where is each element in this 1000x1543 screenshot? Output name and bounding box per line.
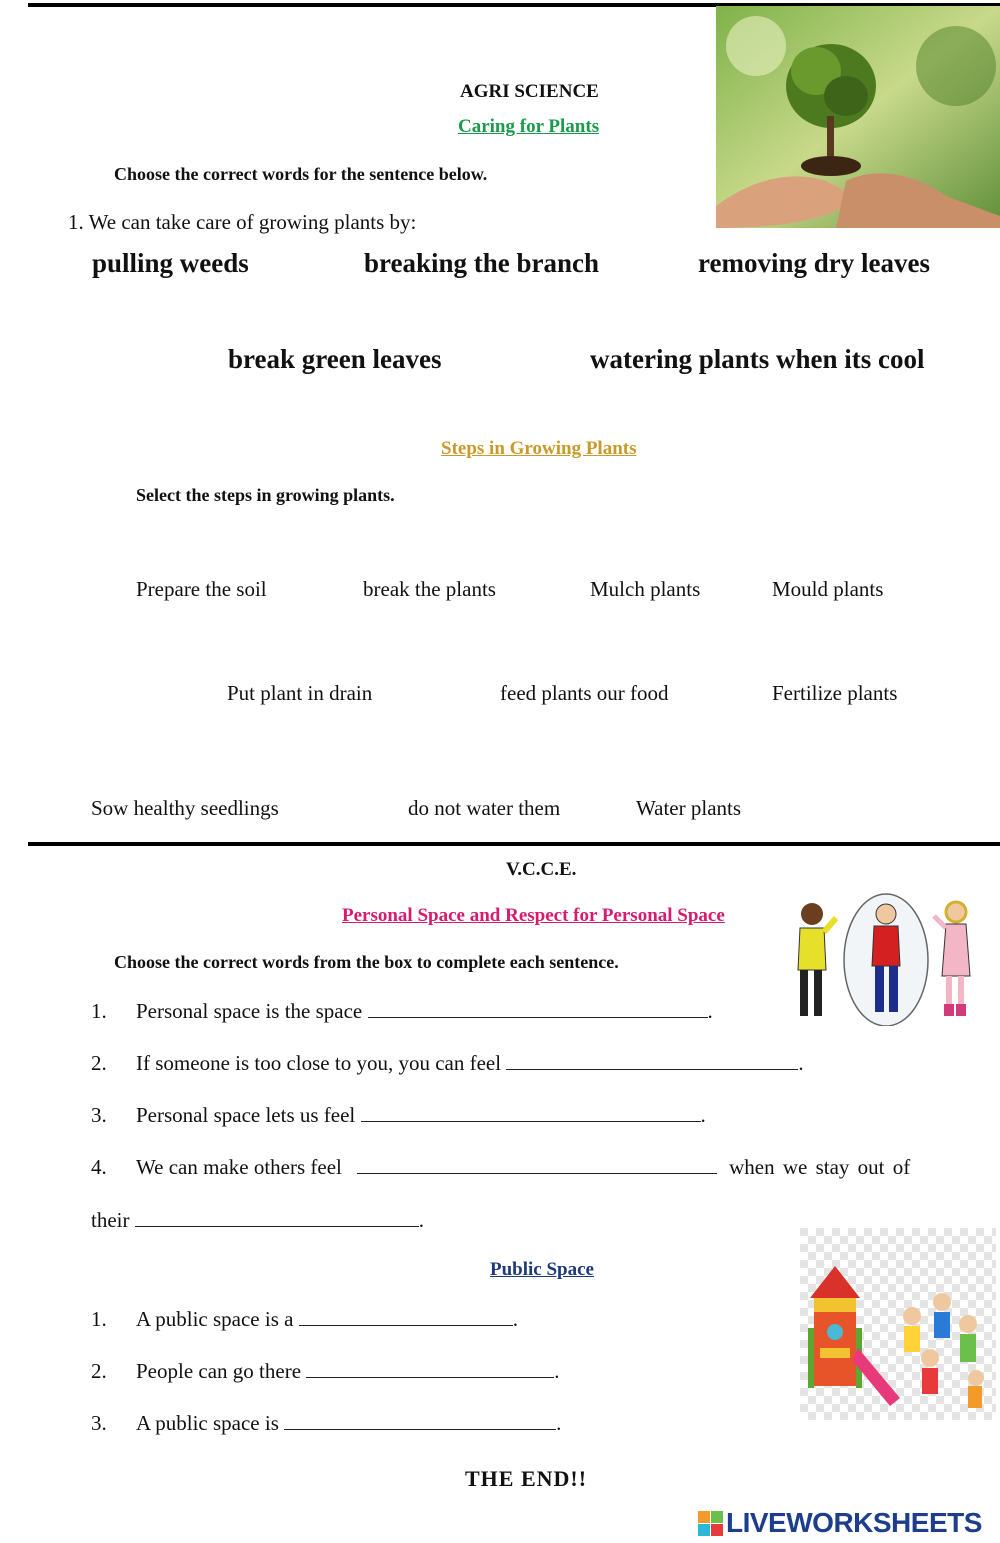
option-breaking-the-branch[interactable]: breaking the branch [364,248,600,278]
answer-blank[interactable] [357,1153,717,1174]
middle-rule [28,842,1000,846]
vcce-question-4 [91,1153,910,1180]
answer-blank[interactable] [361,1101,701,1122]
public-heading: Public Space [490,1259,594,1280]
liveworksheets-brand: LIVEWORKSHEETS [726,1507,982,1538]
public-question-1 [91,1305,518,1332]
vcce-question-2 [91,1049,804,1076]
question-text: We can make others feel [136,1155,342,1179]
step-do-not-water-them[interactable]: do not water them [408,796,561,820]
question-text: People can go there [136,1359,302,1383]
question-text: their [91,1208,130,1232]
question-number: 2. [91,1359,107,1383]
period: . [556,1411,562,1435]
question-text: Personal space lets us feel [136,1103,356,1127]
question-number: 1. [91,1307,107,1331]
period: . [700,1103,706,1127]
option-watering-plants[interactable]: watering plants when its cool [590,344,925,374]
the-end-text: THE END!! [465,1466,588,1491]
answer-blank[interactable] [135,1206,419,1227]
vcce-subtitle: Personal Space and Respect for Personal Space [342,905,725,926]
vcce-question-4-continued [91,1206,424,1233]
option-break-green-leaves[interactable]: break green leaves [228,344,442,374]
personal-space-children-image [790,892,976,1026]
vcce-title: V.C.C.E. [506,859,577,880]
period: . [418,1208,424,1232]
question-text: A public space is [136,1411,279,1435]
step-put-plant-in-drain[interactable]: Put plant in drain [227,681,373,705]
agri-title: AGRI SCIENCE [460,81,599,102]
step-mould-plants[interactable]: Mould plants [772,577,884,601]
step-mulch-plants[interactable]: Mulch plants [590,577,701,601]
period: . [512,1307,518,1331]
answer-blank[interactable] [299,1305,513,1326]
question-text: A public space is a [136,1307,294,1331]
vcce-instruction: Choose the correct words from the box to complete each sentence. [114,952,619,972]
question-number: 2. [91,1051,107,1075]
question-number: 4. [91,1155,107,1179]
liveworksheets-logo [698,1506,982,1540]
period: . [707,999,713,1023]
answer-blank[interactable] [284,1409,556,1430]
option-removing-dry-leaves[interactable]: removing dry leaves [698,248,930,278]
agri-subtitle: Caring for Plants [458,116,600,137]
public-question-2 [91,1357,560,1384]
step-water-plants[interactable]: Water plants [636,796,742,820]
public-question-3 [91,1409,561,1436]
question-number: 3. [91,1103,107,1127]
agri-instruction: Choose the correct words for the sentence below. [114,164,488,184]
liveworksheets-icon [698,1511,723,1536]
period: . [554,1359,560,1383]
option-pulling-weeds[interactable]: pulling weeds [92,248,249,278]
answer-blank[interactable] [368,997,708,1018]
vcce-question-3 [91,1101,706,1128]
answer-blank[interactable] [506,1049,798,1070]
vcce-question-1 [91,997,713,1024]
steps-heading: Steps in Growing Plants [441,438,637,459]
period: . [798,1051,804,1075]
question-number: 1. [91,999,107,1023]
steps-instruction: Select the steps in growing plants. [136,485,395,505]
step-sow-healthy-seedlings[interactable]: Sow healthy seedlings [91,796,279,820]
question-text: Personal space is the space [136,999,363,1023]
step-feed-plants-our-food[interactable]: feed plants our food [500,681,669,705]
question-number: 3. [91,1411,107,1435]
question-text: If someone is too close to you, you can feel [136,1051,502,1075]
step-prepare-the-soil[interactable]: Prepare the soil [136,577,267,601]
question-text-after: when we stay out of [729,1155,911,1179]
playground-image [800,1228,996,1420]
step-break-the-plants[interactable]: break the plants [363,577,496,601]
tree-in-hands-image [716,6,1000,228]
step-fertilize-plants[interactable]: Fertilize plants [772,681,898,705]
agri-question: 1. We can take care of growing plants by: [68,210,417,234]
answer-blank[interactable] [306,1357,554,1378]
